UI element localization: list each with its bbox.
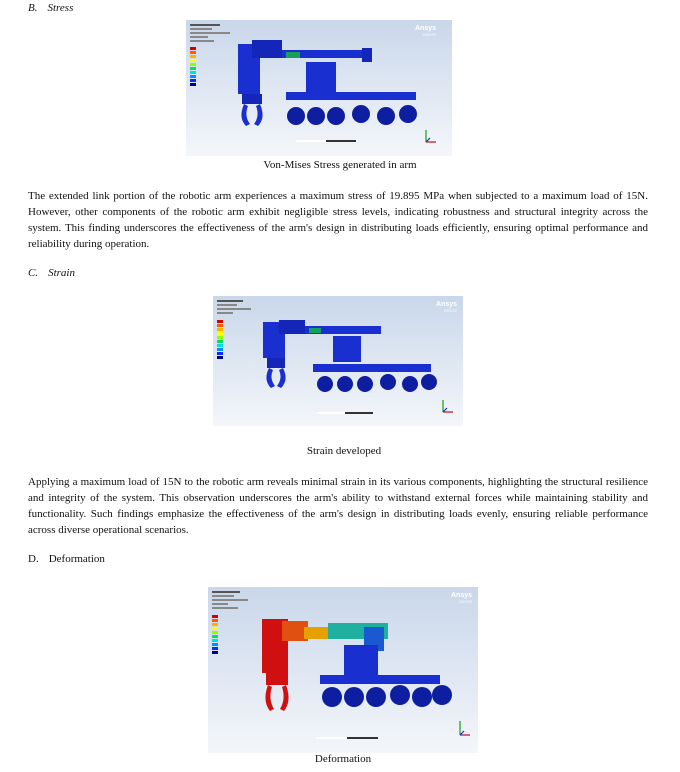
strain-simulation-image — [213, 296, 463, 426]
body-paragraph-stress: The extended link portion of the robotic arm experiences a maximum stress of 19.895 MPa when subjected to a maximum load of 15N. However, other components of the robotic arm exhibit negligible stress levels, indicating robustness and structural integrity across the system. This finding underscores the effectiveness of the arm's design in distributing loads efficiently, ensuring optimal performance and reliability during operation. — [28, 190, 648, 250]
figure-caption-strain: Strain developed — [306, 445, 382, 457]
stress-simulation-image — [186, 20, 452, 156]
deformation-figure — [208, 587, 478, 753]
deformation-simulation-image — [208, 587, 478, 753]
scale-bar — [296, 140, 356, 142]
figure-caption-stress: Von-Mises Stress generated in arm — [263, 159, 417, 171]
section-heading-stress — [28, 2, 73, 14]
section-title: Strain — [48, 267, 75, 279]
section-heading-strain — [28, 267, 75, 279]
section-heading-deformation — [28, 553, 105, 565]
ansys-logo: Ansys — [435, 301, 457, 308]
section-number: C. — [28, 267, 39, 279]
scale-bar — [317, 412, 373, 414]
ansys-version: 2023 R2 — [458, 600, 472, 604]
ansys-logo: Ansys — [450, 592, 472, 599]
ansys-logo: Ansys — [414, 25, 436, 32]
stress-figure — [186, 20, 452, 156]
ansys-version: 2023 R2 — [422, 33, 436, 37]
section-title: Deformation — [48, 553, 105, 565]
section-title: Stress — [47, 2, 74, 14]
section-number: D. — [28, 553, 39, 565]
figure-caption-deformation: Deformation — [314, 753, 372, 765]
scale-bar — [316, 737, 378, 739]
section-number: B. — [28, 2, 38, 14]
body-paragraph-strain: Applying a maximum load of 15N to the robotic arm reveals minimal strain in its various components, highlighting the structural resilience and integrity of the system. This observation underscores the arm's ability to withstand external forces while maintaining stability and functionality. Such findings emphasize the effectiveness of the arm's design in distributing loads evenly, ensuring reliable performance across diverse operational scenarios. — [28, 476, 648, 536]
ansys-version: 2023 R2 — [443, 309, 457, 313]
strain-figure — [213, 296, 463, 426]
